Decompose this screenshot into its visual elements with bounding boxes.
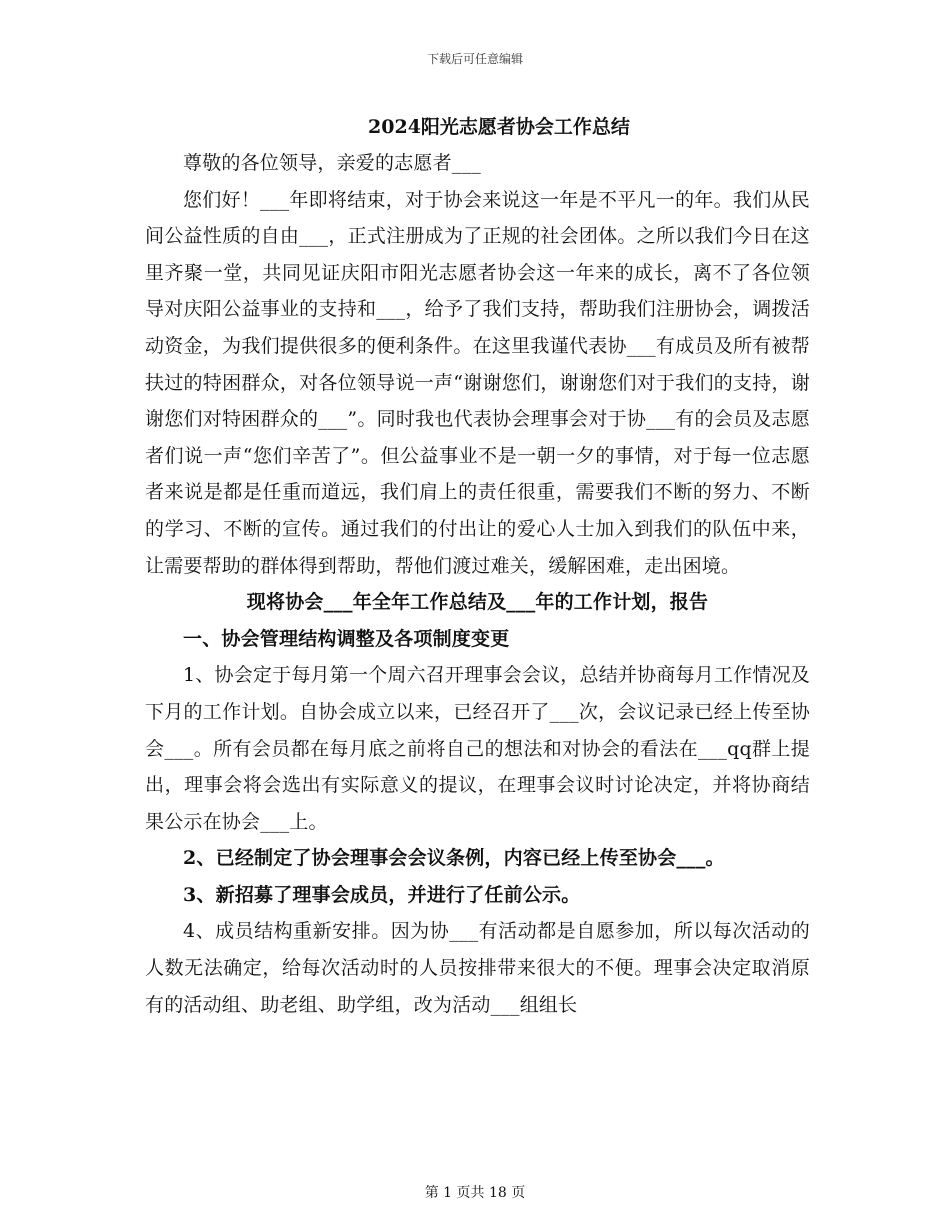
list-item-2: 2、已经制定了协会理事会会议条例，内容已经上传至协会___。 — [183, 847, 725, 870]
document-title: 2024阳光志愿者协会工作总结 — [368, 116, 630, 138]
intro-paragraph: 您们好！___年即将结束，对于协会来说这一年是不平凡一的年。我们从民间公益性质的自由___，正式注册成为了正规的社会团体。之所以我们今日在这里齐聚一堂，共同见证庆阳市阳光志愿者协会这一年来的成长，离不了各位领导对庆阳公益事业的支持和___，给予了我们支持，帮助我们注册协会，调拨活动资金，为我们提供很多的便利条件。在这里我谨代表协___有成员及所有被帮扶过的特困群众，对各位领导说一声“谢谢您们，谢谢您们对于我们的支持，谢谢您们对特困群众的___”。同时我也代表协会理事会对于协___有的会员及志愿者们说一声“您们辛苦了”。但公益事业不是一朝一夕的事情，对于每一位志愿者来说是都是任重而道远，我们肩上的责任很重，需要我们不断的努力、不断的学习、不断的宣传。通过我们的付出让的爱心人士加入到我们的队伍中来，让需要帮助的群体得到帮助，帮他们渡过难关，缓解困难，走出困境。 — [145, 188, 810, 577]
section-heading-1: 一、协会管理结构调整及各项制度变更 — [183, 627, 510, 650]
list-item-1: 1、协会定于每月第一个周六召开理事会会议，总结并协商每月工作情况及下月的工作计划。自协会成立以来，已经召开了___次，会议记录已经上传至协会___。所有会员都在每月底之前将自己的想法和对协会的看法在___qq群上提出，理事会将会选出有实际意义的提议，在理事会议时讨论决定，并将协商结果公示在协会___上。 — [145, 664, 810, 833]
document-body — [145, 145, 810, 1023]
report-heading: 现将协会___年全年工作总结及___年的工作计划，报告 — [246, 591, 709, 614]
header-note: 下载后可任意编辑 — [426, 52, 523, 66]
greeting-paragraph: 尊敬的各位领导，亲爱的志愿者___ — [183, 152, 481, 174]
page-indicator: 第 1 页共 18 页 — [424, 1185, 526, 1201]
list-item-3: 3、新招募了理事会成员，并进行了任前公示。 — [183, 883, 581, 906]
list-item-4: 4、成员结构重新安排。因为协___有活动都是自愿参加，所以每次活动的人数无法确定，给每次活动时的人员按排带来很大的不便。理事会决定取消原有的活动组、助老组、助学组，改为活动___组组长 — [145, 920, 810, 1016]
